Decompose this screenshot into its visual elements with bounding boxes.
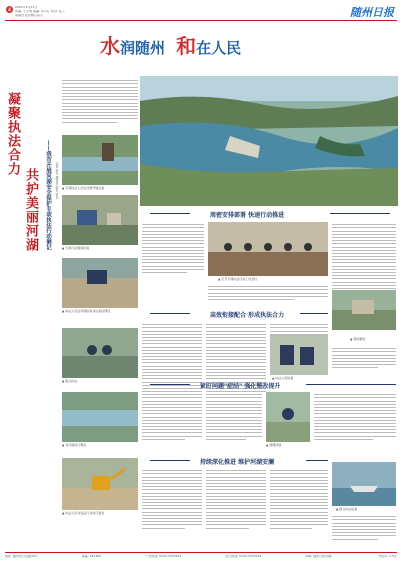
banner-char-2: 和 [176,34,197,58]
section-1-rule-left [150,213,190,214]
caption-2: ▲ 专项行动现场检查 [62,246,90,250]
s3-col-3 [314,392,396,452]
right-col-s2 [332,346,396,376]
caption-5: ▲ 对河道进行整治 [62,443,87,447]
left-photo-6 [62,458,138,510]
meeting-photo [208,222,328,276]
section-1-title: 周密安排部署 快速行动推进 [210,212,285,219]
section-3-rule-left [150,384,190,385]
vertical-byline: 记者 姓名 通讯员 姓名 姓名 [55,162,59,199]
section-4-rule-right [306,460,328,461]
joint-enforcement-image [62,328,138,378]
cleanup-image [266,392,310,442]
banner-char-1: 水 [100,34,120,58]
left-photo-5 [62,392,138,442]
meta-line-2: 星期四 农历腊月初九 [15,14,43,17]
caption-11: ▲ 联合执法巡查 [336,507,358,511]
caption-7: ▲ 召开专项执法行动工作会议 [218,277,258,281]
caption-9: ▲ 现场整改 [350,337,366,341]
caption-10: ▲ 清理河道 [266,443,282,447]
vertical-title-right: 共护美丽河湖 [23,168,38,252]
footer-ad-hotline: 广告热线: 0722-3333333 [145,555,182,558]
patrol-boat-image [332,462,396,506]
section-2-title: 高效衔接配合 形成执法合力 [210,312,285,319]
s1-col-1 [142,222,204,282]
s3-photo [266,392,310,442]
s3-col-1 [142,392,202,452]
section-3-rule-right [306,384,396,385]
banner [100,30,241,59]
footer-printer: 印刷: 随州日报印刷厂 [305,555,335,558]
date-line: 2021年1月21日 [15,6,38,9]
river-bank-image [62,135,138,185]
banner-text-2: 在人民 [196,39,242,57]
footer-distribution-hotline: 发行热线: 0722-3333333 [225,555,262,558]
left-photo-4 [62,328,138,378]
vertical-subtitle: ——我市开展河湖安全保护专项执法行动侧记 [45,140,51,250]
footer-address: 地址: 随州市汉东路30号 [5,555,38,558]
header-rule [5,20,397,21]
s2-photo [270,335,328,375]
vertical-title-left: 凝聚执法合力 [5,92,20,176]
caption-1: ▲ 专项执法人员在河道开展巡查 [62,186,105,190]
inspection-site-image [62,195,138,245]
intro-paragraph [62,78,138,130]
aerial-reservoir-image [140,76,398,206]
s1-col-2 [208,284,328,304]
right-photo-3 [332,462,396,506]
sand-mining-image [62,258,138,308]
section-2-rule-left [150,313,190,314]
section-2-rule-right [300,313,328,314]
page-number-badge: 4 [6,6,13,13]
right-photo-2 [332,290,396,330]
inspection-image [270,335,328,375]
masthead: 随州日报 [350,6,394,19]
right-col-s4 [332,514,396,548]
s4-col-1 [142,468,202,548]
section-4-rule-left [150,460,190,461]
s3-col-2 [206,392,262,452]
left-photo-3 [62,258,138,308]
river-remediation-image [62,392,138,442]
footer-postcode: 邮编: 441300 [81,555,102,558]
section-1-rule-right [330,213,390,214]
caption-4: ▲ 联合执法 [62,379,78,383]
banner-text-1: 润随州 [120,39,166,57]
remediation-site-image [332,290,396,330]
footer [5,555,397,559]
footer-rule [5,552,397,553]
section-3-title: 紧盯问题"症结" 强化整改提升 [200,383,281,390]
caption-8: ▲ 执法人员检查 [272,376,294,380]
caption-6: ▲ 执法人员对违法行为进行查处 [62,511,105,515]
s4-col-2 [206,468,266,548]
footer-price: 零售价: 1.5元 [378,555,397,558]
aerial-reservoir-photo [140,76,398,206]
meeting-room-image [208,222,328,276]
caption-3: ▲ 执法人员在河道检查非法采砂情况 [62,309,111,313]
s4-col-3 [270,468,328,548]
section-4-title: 持续深化推进 维护河湖安澜 [200,459,275,466]
left-photo-1 [62,135,138,185]
left-photo-2 [62,195,138,245]
excavator-image [62,458,138,510]
meta-line: 责编: 王小明 美编: 李小红 校对: 张三 [15,10,65,13]
